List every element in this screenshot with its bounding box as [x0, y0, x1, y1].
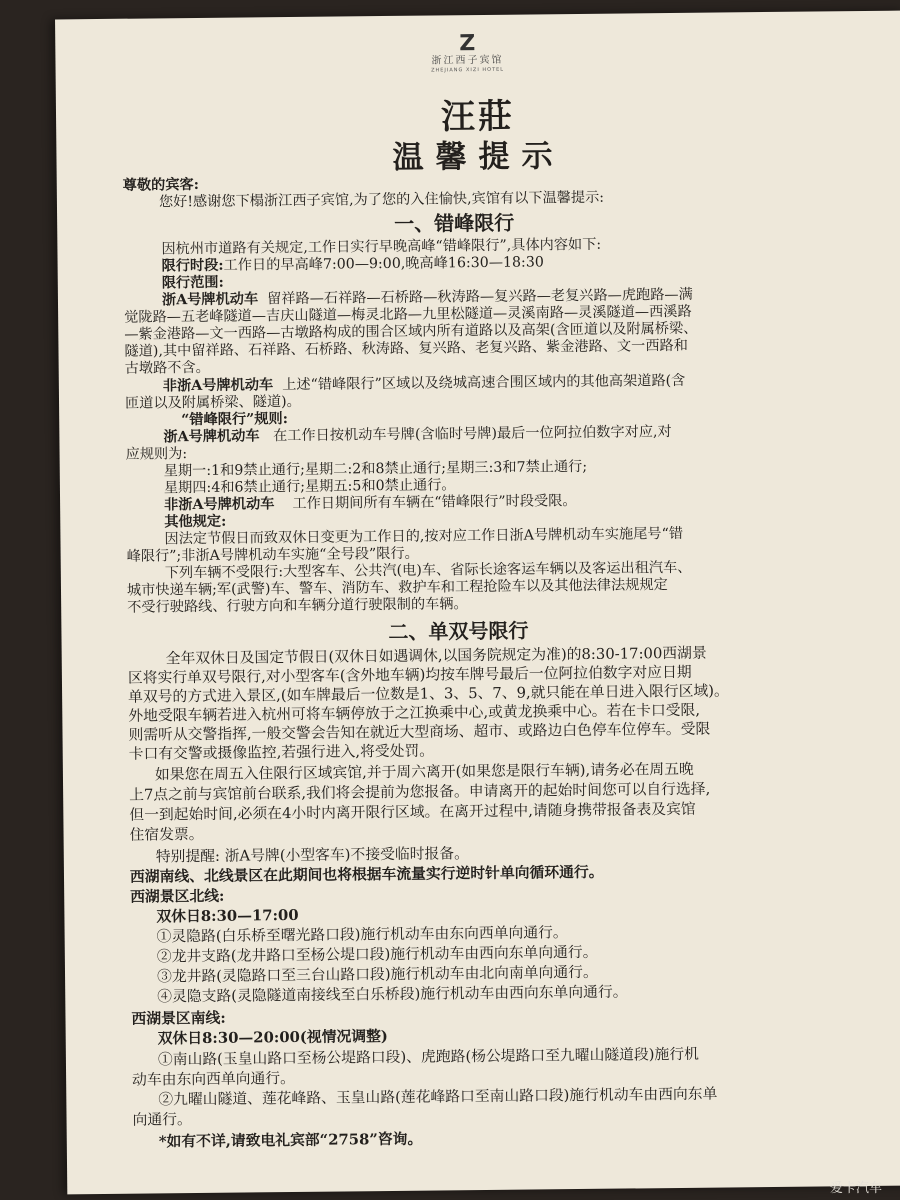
s1-rule-zheA-0: 浙A号牌机动车 在工作日按机动车号牌(含临时号牌)最后一位阿拉伯数字对应,对 — [163, 424, 672, 446]
s1-range-label: 限行范围: — [161, 274, 224, 292]
s2-p2-2: 但一到起始时间,必须在4小时内离开限行区域。在离开过程中,请随身携带报备表及宾馆 — [129, 800, 696, 824]
s1-nonA-line-1: 匝道以及附属桥梁、隧道)。 — [124, 393, 301, 412]
greeting: 尊敬的宾客: — [122, 176, 200, 194]
s2-north-item-3: ④灵隐支路(灵隐隧道南接线至白乐桥段)施行机动车由西向东单向通行。 — [157, 983, 628, 1006]
s2-north-item-2: ③龙井路(灵隐路口至三台山路口段)施行机动车由北向南单向通行。 — [156, 963, 598, 986]
intro: 您好!感谢您下榻浙江西子宾馆,为了您的入住愉快,宾馆有以下温馨提示: — [158, 189, 605, 211]
hotel-logo — [407, 33, 527, 74]
logo-mark: Z — [459, 31, 476, 57]
s1-rule-nonA: 非浙A号牌机动车 工作日期间所有车辆在“错峰限行”时段受限。 — [164, 493, 577, 514]
s1-days-1: 星期四:4和6禁止通行;星期五:5和0禁止通行。 — [163, 477, 456, 497]
page-title: 温馨提示 — [392, 138, 565, 176]
s2-footer: *如有不详,请致电礼宾部“2758”咨询。 — [158, 1130, 423, 1151]
s2-p2-3: 住宿发票。 — [129, 825, 204, 844]
s2-north-time: 双休日8:30—17:00 — [156, 906, 299, 926]
s2-bold-line: 西湖南线、北线景区在此期间也将根据车流量实行逆时针单向循环通行。 — [129, 863, 604, 886]
s2-north-item-0: ①灵隐路(白乐桥至曙光路口段)施行机动车由东向西单向通行。 — [156, 924, 568, 946]
s2-p1-4: 则需听从交警指挥,一般交警会告知在就近大型商场、超市、或路边白色停车位停车。受限 — [128, 720, 711, 744]
s2-p1-1: 区将实行单双号限行,对小型客车(含外地车辆)均按车牌号最后一位阿拉伯数字对应日期 — [127, 663, 692, 687]
notice-content — [117, 11, 837, 1151]
brand-name: 汪莊 — [440, 96, 516, 138]
s2-north-label: 西湖景区北线: — [130, 887, 225, 906]
s2-south-item-0: ①南山路(玉皇山路口至杨公堤路口段)、虎跑路(杨公堤路口至九曜山隧道段)施行机 — [157, 1045, 699, 1069]
logo-cn: 浙江西子宾馆 — [431, 54, 504, 67]
s2-p1-0: 全年双休日及国定节假日(双休日如遇调休,以国务院规定为准)的8:30-17:00西湖景 — [165, 644, 707, 668]
s1-zheA-line-0: 浙A号牌机动车 留祥路—石祥路—石桥路—秋涛路—复兴路—老复兴路—虎跑路—满 — [161, 286, 693, 309]
s2-p1-3: 外地受限车辆若进入杭州可将车辆停放于之江换乘中心,或黄龙换乘中心。若在卡口受限, — [128, 701, 701, 725]
s1-other-1: 峰限行”;非浙A号牌机动车实施“全号段”限行。 — [126, 545, 419, 565]
section1-heading: 一、错峰限行 — [394, 210, 515, 236]
s2-south-item-2: ②九曜山隧道、莲花峰路、玉皇山路(莲花峰路口至南山路口段)施行机动车由西向东单 — [158, 1085, 718, 1109]
s1-zheA-line-3: 隧道),其中留祥路、石祥路、石桥路、秋涛路、复兴路、老复兴路、紫金港路、文一西路和 — [124, 337, 688, 360]
s2-south-time: 双休日8:30—20:00(视情况调整) — [157, 1028, 388, 1048]
s1-other-0: 因法定节假日而致双休日变更为工作日的,按对应工作日浙A号牌机动车实施尾号“错 — [164, 525, 684, 548]
s1-other-2: 下列车辆不受限行:大型客车、公共汽(电)车、省际长途客运车辆以及客运出租汽车、 — [164, 559, 692, 582]
s2-south-label: 西湖景区南线: — [131, 1009, 226, 1028]
s1-rule-label: “错峰限行”规则: — [181, 411, 288, 429]
s1-other-4: 不受行驶路线、行驶方向和车辆分道行驶限制的车辆。 — [127, 596, 468, 616]
s1-zheA-line-4: 古墩路不含。 — [124, 359, 210, 377]
s1-other-3: 城市快递车辆;军(武警)车、警车、消防车、救护车和工程抢险车以及其他法律法规规定 — [126, 577, 668, 599]
s2-p1-5: 卡口有交警或摄像监控,若强行进入,将受处罚。 — [128, 742, 435, 763]
s2-north-item-1: ②龙井支路(龙井路口至杨公堤口段)施行机动车由西向东单向通行。 — [156, 943, 598, 966]
s1-zheA-line-1: 觉陇路—五老峰隧道—吉庆山隧道—梅灵北路—九里松隧道—灵溪南路—灵溪隧道—西溪路 — [124, 303, 692, 326]
s2-south-item-3: 向通行。 — [132, 1111, 192, 1129]
s1-intro: 因杭州市道路有关规定,工作日实行早晚高峰“错峰限行”,具体内容如下: — [161, 236, 602, 258]
s2-special: 特别提醒: 浙A号牌(小型客车)不接受临时报备。 — [155, 845, 469, 866]
s1-time: 限行时段:工作日的早高峰7:00—9:00,晚高峰16:30—18:30 — [161, 254, 544, 275]
s2-p2-1: 上7点之前与宾馆前台联系,我们将会提前为您报备。申请离开的起始时间您可以自行选择, — [129, 780, 711, 804]
s1-other-label: 其他规定: — [164, 513, 227, 531]
s1-nonA-line-0: 非浙A号牌机动车 上述“错峰限行”区域以及绕城高速合围区域内的其他高架道路(含 — [162, 372, 686, 395]
logo-en: ZHEJIANG XIZI HOTEL — [431, 66, 505, 74]
s2-p1-2: 单双号的方式进入景区,(如车牌最后一位数是1、3、5、7、9,就只能在单日进入限行区域)。 — [128, 682, 729, 706]
section2-heading: 二、单双号限行 — [388, 618, 529, 644]
s2-south-item-1: 动车由东向西单向通行。 — [132, 1069, 295, 1089]
s1-zheA-line-2: —紫金港路—文一西路—古墩路构成的围合区域内所有道路以及高架(含匝道以及附属桥梁、 — [124, 320, 698, 343]
s1-rule-zheA-1: 应规则为: — [125, 446, 188, 463]
watermark: 爱卡汽车 — [829, 1181, 882, 1196]
s2-p2-0: 如果您在周五入住限行区域宾馆,并于周六离开(如果您是限行车辆),请务必在周五晚 — [154, 760, 694, 784]
s1-days-0: 星期一:1和9禁止通行;星期二:2和8禁止通行;星期三:3和7禁止通行; — [163, 458, 588, 480]
notice-sheet — [55, 11, 900, 1195]
